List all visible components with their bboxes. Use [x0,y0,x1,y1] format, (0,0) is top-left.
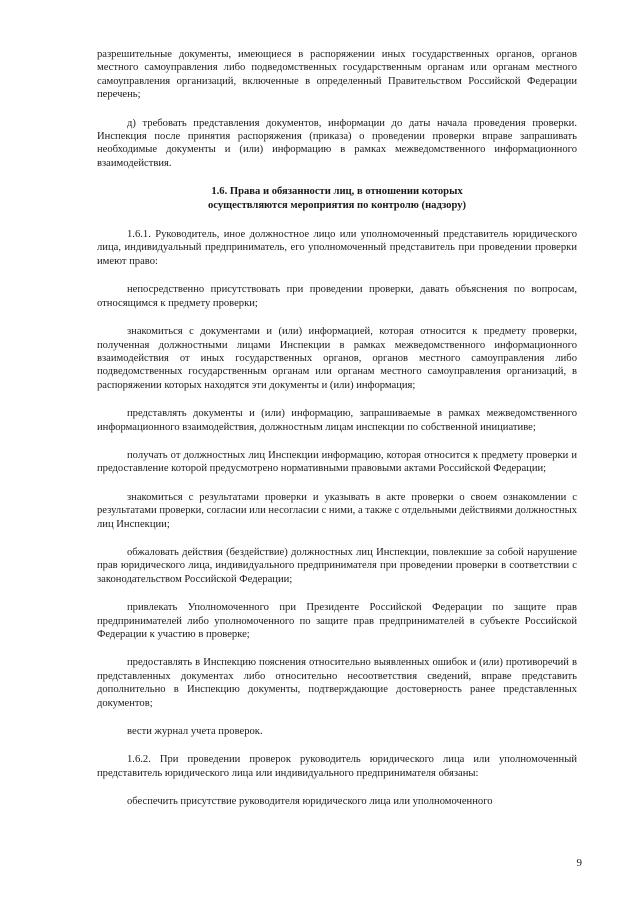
paragraph-continuation: разрешительные документы, имеющиеся в распоряжении иных государственных органов, органов местного самоуправления либо подведомственных государственным органам или органам местного самоуправления организаций, включенные в определенный Правительством Российской Федерации перечень; [97,49,577,101]
list-item-right-ombudsman: привлекать Уполномоченного при Президенте Российской Федерации по защите прав предпринимателей либо уполномоченного по защите прав предпринимателей в субъекте Российской Федерации к участию в проверке; [97,602,577,640]
paragraph-item-d: д) требовать представления документов, информации до даты начала проведения проверки. Инспекция после принятия распоряжения (приказа) о проведении проверки вправе запрашивать необходимые документы и (или) информацию в рамках межведомственного информационного взаимодействия. [97,117,577,169]
list-item-obligation-presence: обеспечить присутствие руководителя юридического лица или уполномоченного [127,796,493,808]
section-heading-line-1: 1.6. Права и обязанности лиц, в отношении которых [211,186,463,198]
paragraph-1-6-2: 1.6.2. При проведении проверок руководитель юридического лица или уполномоченный представитель юридического лица или индивидуального предпринимателя обязаны: [97,754,577,779]
list-item-right-documents: знакомиться с документами и (или) информацией, которая относится к предмету проверки, полученная должностными лицами Инспекции в рамках межведомственного информационного взаимодействия от иных государственных органов, органов местного самоуправления либо подведомственных государственным органам или органам местного самоуправления организаций, в распоряжении которых находятся эти документы и (или) информация; [97,326,577,391]
page-number: 9 [576,857,582,869]
list-item-right-explanations: предоставлять в Инспекцию пояснения относительно выявленных ошибок и (или) противоречий в представленных документах либо относительно несоответствия сведений, вправе представить дополнительно в Инспекцию документы, подтверждающие достоверность ранее представленных документов; [97,657,577,709]
section-heading-line-2: осуществляются мероприятия по контролю (надзору) [207,199,467,211]
paragraph-1-6-1: 1.6.1. Руководитель, иное должностное лицо или уполномоченный представитель юридического лица, индивидуальный предприниматель, его уполномоченный представитель при проведении проверки имеют право: [97,229,577,267]
section-heading [97,185,577,212]
list-item-right-presence: непосредственно присутствовать при проведении проверки, давать объяснения по вопросам, относящимся к предмету проверки; [97,284,577,309]
list-item-right-submit: представлять документы и (или) информацию, запрашиваемые в рамках межведомственного информационного взаимодействия, должностным лицам инспекции по собственной инициативе; [97,408,577,433]
list-item-right-receive-info: получать от должностных лиц Инспекции информацию, которая относится к предмету проверки и предоставление которой предусмотрено нормативными правовыми актами Российской Федерации; [97,449,577,475]
list-item-right-results: знакомиться с результатами проверки и указывать в акте проверки о своем ознакомлении с результатами проверки, согласии или несогласии с ними, а также с отдельными действиями должностных лиц Инспекции; [97,491,577,530]
document-page [97,48,577,822]
list-item-right-journal: вести журнал учета проверок. [127,726,263,738]
list-item-right-appeal: обжаловать действия (бездействие) должностных лиц Инспекции, повлекшие за собой нарушение прав юридического лица, индивидуального предпринимателя при проведении проверки в соответствии с законодательством Российской Федерации; [97,546,577,585]
